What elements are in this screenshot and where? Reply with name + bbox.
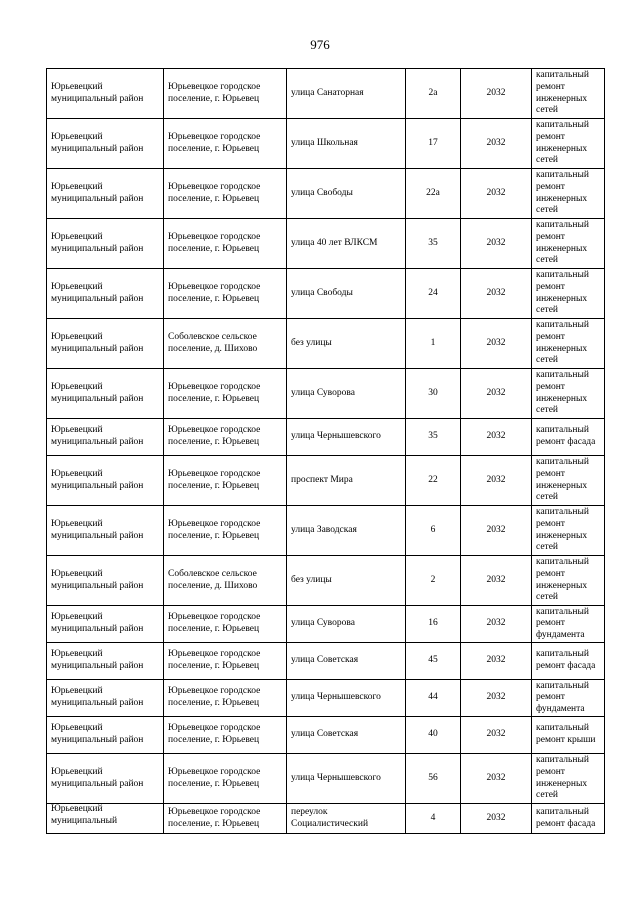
table-row [47,419,605,456]
work-type-cell: капитальный ремонт инженерных сетей [532,754,605,804]
house-number-cell: 40 [406,717,461,754]
work-type-cell: капитальный ремонт инженерных сетей [532,269,605,319]
district-cell: Юрьевецкий муниципальный район [47,69,164,119]
district-cell: Юрьевецкий муниципальный район [47,643,164,680]
house-number-cell: 35 [406,219,461,269]
work-type-cell: капитальный ремонт инженерных сетей [532,119,605,169]
district-cell: Юрьевецкий муниципальный район [47,456,164,506]
table-row [47,319,605,369]
settlement-cell: Юрьевецкое городское поселение, г. Юрьевец [164,804,287,834]
table-row [47,269,605,319]
house-number-cell: 2 [406,556,461,606]
table-row [47,119,605,169]
district-cell: Юрьевецкий муниципальный район [47,269,164,319]
table-row [47,804,605,834]
street-cell: переулок Социалистический [287,804,406,834]
work-type-cell: капитальный ремонт инженерных сетей [532,319,605,369]
street-cell: улица Чернышевского [287,680,406,717]
settlement-cell: Соболевское сельское поселение, д. Шихово [164,556,287,606]
street-cell: улица Свободы [287,269,406,319]
year-cell: 2032 [461,456,532,506]
settlement-cell: Юрьевецкое городское поселение, г. Юрьевец [164,456,287,506]
house-number-cell: 6 [406,506,461,556]
house-number-cell: 35 [406,419,461,456]
year-cell: 2032 [461,680,532,717]
year-cell: 2032 [461,804,532,834]
table-row [47,643,605,680]
street-cell: улица Советская [287,717,406,754]
district-cell: Юрьевецкий муниципальный район [47,606,164,643]
table-row [47,169,605,219]
street-cell: проспект Мира [287,456,406,506]
year-cell: 2032 [461,269,532,319]
work-type-cell: капитальный ремонт фасада [532,419,605,456]
street-cell: улица Суворова [287,606,406,643]
district-cell: Юрьевецкий муниципальный район [47,419,164,456]
year-cell: 2032 [461,754,532,804]
table-row [47,680,605,717]
year-cell: 2032 [461,219,532,269]
work-type-cell: капитальный ремонт инженерных сетей [532,219,605,269]
work-type-cell: капитальный ремонт инженерных сетей [532,169,605,219]
street-cell: без улицы [287,556,406,606]
work-type-cell: капитальный ремонт крыши [532,717,605,754]
street-cell: улица 40 лет ВЛКСМ [287,219,406,269]
settlement-cell: Юрьевецкое городское поселение, г. Юрьевец [164,119,287,169]
district-cell: Юрьевецкий муниципальный район [47,754,164,804]
house-number-cell: 17 [406,119,461,169]
table-row [47,754,605,804]
house-number-cell: 30 [406,369,461,419]
district-cell: Юрьевецкий муниципальный район [47,319,164,369]
house-number-cell: 22 [406,456,461,506]
house-number-cell: 16 [406,606,461,643]
house-number-cell: 56 [406,754,461,804]
work-type-cell: капитальный ремонт инженерных сетей [532,69,605,119]
house-number-cell: 22а [406,169,461,219]
district-cell: Юрьевецкий муниципальный район [47,556,164,606]
year-cell: 2032 [461,643,532,680]
street-cell: улица Школьная [287,119,406,169]
settlement-cell: Юрьевецкое городское поселение, г. Юрьевец [164,219,287,269]
table-row [47,556,605,606]
street-cell: улица Чернышевского [287,419,406,456]
year-cell: 2032 [461,169,532,219]
repair-schedule-table [46,68,605,834]
district-cell: Юрьевецкий муниципальный район [47,717,164,754]
street-cell: улица Свободы [287,169,406,219]
street-cell: без улицы [287,319,406,369]
settlement-cell: Соболевское сельское поселение, д. Шихово [164,319,287,369]
house-number-cell: 24 [406,269,461,319]
table-row [47,506,605,556]
work-type-cell: капитальный ремонт фундамента [532,680,605,717]
house-number-cell: 4 [406,804,461,834]
house-number-cell: 44 [406,680,461,717]
settlement-cell: Юрьевецкое городское поселение, г. Юрьевец [164,169,287,219]
work-type-cell: капитальный ремонт инженерных сетей [532,456,605,506]
year-cell: 2032 [461,717,532,754]
district-cell: Юрьевецкий муниципальный [47,804,164,834]
street-cell: улица Суворова [287,369,406,419]
year-cell: 2032 [461,556,532,606]
street-cell: улица Заводская [287,506,406,556]
table-row [47,717,605,754]
page-number: 976 [310,37,330,52]
street-cell: улица Санаторная [287,69,406,119]
house-number-cell: 2а [406,69,461,119]
settlement-cell: Юрьевецкое городское поселение, г. Юрьевец [164,369,287,419]
settlement-cell: Юрьевецкое городское поселение, г. Юрьевец [164,680,287,717]
house-number-cell: 1 [406,319,461,369]
table-row [47,606,605,643]
year-cell: 2032 [461,319,532,369]
district-cell: Юрьевецкий муниципальный район [47,119,164,169]
work-type-cell: капитальный ремонт фасада [532,804,605,834]
settlement-cell: Юрьевецкое городское поселение, г. Юрьевец [164,506,287,556]
year-cell: 2032 [461,119,532,169]
work-type-cell: капитальный ремонт инженерных сетей [532,506,605,556]
settlement-cell: Юрьевецкое городское поселение, г. Юрьевец [164,643,287,680]
settlement-cell: Юрьевецкое городское поселение, г. Юрьевец [164,69,287,119]
district-cell: Юрьевецкий муниципальный район [47,219,164,269]
district-cell: Юрьевецкий муниципальный район [47,506,164,556]
settlement-cell: Юрьевецкое городское поселение, г. Юрьевец [164,754,287,804]
year-cell: 2032 [461,606,532,643]
settlement-cell: Юрьевецкое городское поселение, г. Юрьевец [164,269,287,319]
settlement-cell: Юрьевецкое городское поселение, г. Юрьевец [164,419,287,456]
house-number-cell: 45 [406,643,461,680]
work-type-cell: капитальный ремонт инженерных сетей [532,556,605,606]
work-type-cell: капитальный ремонт инженерных сетей [532,369,605,419]
district-cell: Юрьевецкий муниципальный район [47,369,164,419]
year-cell: 2032 [461,369,532,419]
settlement-cell: Юрьевецкое городское поселение, г. Юрьевец [164,606,287,643]
table-row [47,456,605,506]
work-type-cell: капитальный ремонт фундамента [532,606,605,643]
district-cell: Юрьевецкий муниципальный район [47,169,164,219]
year-cell: 2032 [461,506,532,556]
year-cell: 2032 [461,69,532,119]
table-row [47,369,605,419]
district-cell: Юрьевецкий муниципальный район [47,680,164,717]
street-cell: улица Чернышевского [287,754,406,804]
work-type-cell: капитальный ремонт фасада [532,643,605,680]
settlement-cell: Юрьевецкое городское поселение, г. Юрьевец [164,717,287,754]
year-cell: 2032 [461,419,532,456]
table-row [47,69,605,119]
table-row [47,219,605,269]
street-cell: улица Советская [287,643,406,680]
